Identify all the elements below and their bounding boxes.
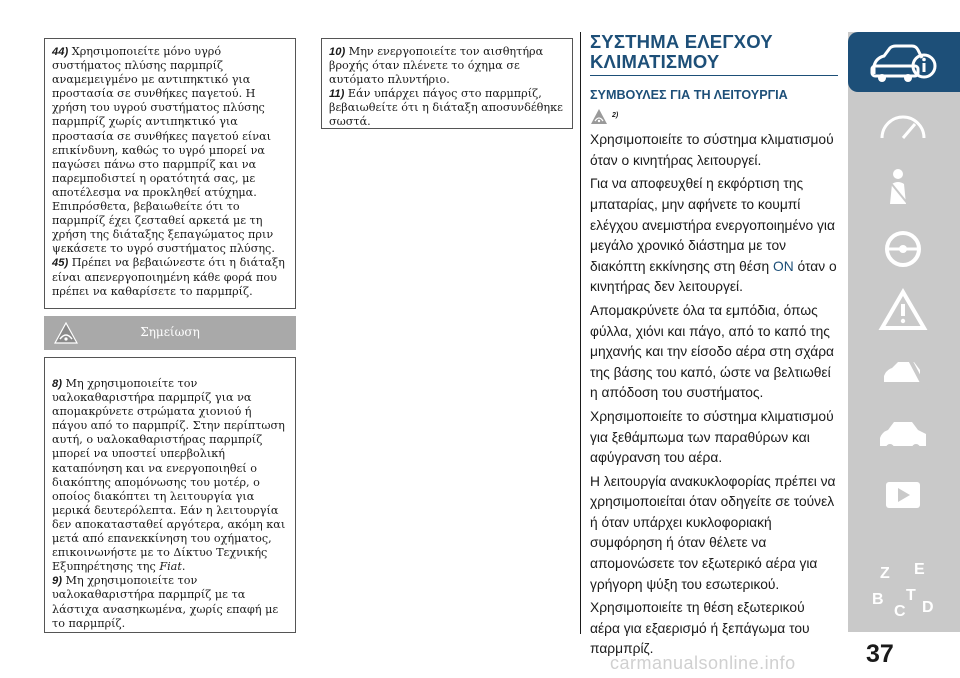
note-text: Εάν υπάρχει πάγος στο παρμπρίζ, βεβαιωθείτε ότι η διάταξη απoσυνδέθηκε σωστά. bbox=[329, 87, 563, 129]
tab-dashboard[interactable] bbox=[848, 94, 960, 154]
note-text: Μη χρησιμοποιείτε τον υαλοκαθαριστήρα παρμπρίζ για να απομακρύνετε στρώματα χιονιού ή πάγου από το παρμπρίζ. Στην περίπτωση αυτή, ο υαλοκαθαριστήρας παρμπρίζ μπορεί να υποστεί υπερβολική καταπόνηση και να ενεργοποιηθεί ο διακόπτης απομόνωσης του μοτέρ, ο οποίος διακόπτει τη λειτουργία για μερικά δευτερόλεπτα. Εάν η λειτουργία δεν αποκατασταθεί αργότερα, ακόμη και μετά από επανεκκίνηση του οχήματος, επικοινωνήστε με το Δίκτυο Τεχνικής Εξυπηρέτησης της bbox=[52, 377, 286, 574]
warning-ref-number: 2) bbox=[612, 112, 619, 120]
warning-45 bbox=[52, 256, 289, 298]
chapter-sidebar bbox=[848, 32, 960, 632]
paragraph: Η λειτουργία ανακυκλοφορίας πρέπει να χρησιμοποιείται όταν οδηγείτε σε τούνελ ή όταν υπάρχει κυκλοφοριακή συμφόρηση ή όταν θέλετε να απομονώσετε τον εξωτερικό αέρα για γρήγορη ψύξη του εσωτερικού. bbox=[590, 473, 836, 592]
tab-emergency[interactable] bbox=[848, 280, 960, 340]
title-rule bbox=[590, 75, 838, 76]
index-letter: Z bbox=[880, 565, 890, 582]
note-box bbox=[44, 357, 296, 633]
paragraph-text: όταν ο κινητήρας δεν λειτουργεί. bbox=[590, 258, 837, 295]
paragraph: Χρησιμοποιείτε το σύστημα κλιματισμού όταν ο κινητήρας λειτουργεί. bbox=[590, 132, 834, 168]
warning-10 bbox=[329, 45, 566, 87]
note-number: 45) bbox=[52, 257, 69, 270]
paragraph: Χρησιμοποιείτε το σύστημα κλιματισμού για ξεθάμπωμα των παραθύρων και αφύγρανση του αέρα. bbox=[590, 408, 834, 466]
note-number: 9) bbox=[52, 575, 62, 588]
warning-44 bbox=[52, 45, 289, 256]
index-letter: B bbox=[872, 591, 884, 608]
tab-index[interactable] bbox=[848, 552, 960, 632]
column-divider bbox=[580, 32, 581, 634]
section-subtitle: ΣΥΜΒΟΥΛΕΣ ΓΙΑ ΤΗ ΛΕΙΤΟΥΡΓΙΑ bbox=[590, 88, 788, 103]
index-letter: T bbox=[906, 587, 916, 604]
index-letter: C bbox=[894, 603, 906, 620]
index-letters-icon bbox=[868, 560, 938, 620]
note-title: Σημείωση bbox=[140, 325, 200, 339]
note-9 bbox=[52, 574, 289, 630]
page-number: 37 bbox=[866, 640, 894, 668]
paragraph-text: Για να αποφευχθεί η εκφόρτιση της μπαταρίας, μην αφήνετε το κουμπί ελέγχου ανεμιστήρα ενεργοποιημένο για μεγάλο χρονικό διάστημα με τον διακόπτη εκκίνησης στη θέση bbox=[590, 176, 835, 274]
section-title: ΣΥΣΤΗΜΑ ΕΛΕΓΧΟΥ ΚΛΙΜΑΤΙΣΜΟΥ bbox=[590, 31, 773, 72]
warning-triangle-icon bbox=[590, 108, 608, 125]
brand-name: Fiat bbox=[159, 560, 182, 574]
specs-car-icon bbox=[868, 412, 938, 458]
note-text: Πρέπει να βεβαιώνεστε ότι η διάταξη είναι απενεργοποιημένη κάθε φορά που πρέπει να καθαρίσετε το παρμπρίζ. bbox=[52, 256, 285, 298]
car-info-icon bbox=[868, 40, 938, 86]
warnings-box-col2 bbox=[321, 38, 573, 129]
note-text: Χρησιμοποιείτε μόνο υγρό συστήματος πλύσης παρμπρίζ αναμεμειγμένο με αντιπηκτικό για προστασία σε συνθήκες παγετού. Η χρήση του υγρού συστήματος πλύσης παρμπρίζ χωρίς αντιπηκτικό για προστασία σε συνθήκες παγετού είναι επικίνδυνη, καθώς το υγρό μπορεί να παγώσει πάνω στο παρμπρίζ και να παρεμποδιστεί η ορατότητά σας, με αποτέλεσμα να προκληθεί ατύχημα. Επιπρόσθετα, βεβαιωθείτε ότι το παρμπρίζ έχει ζεσταθεί αρκετά με τη χρήση της διάταξης ξεπαγώματος πριν ψεκάσετε το υγρό συστήματος πλύσης. bbox=[52, 45, 275, 256]
note-number: 11) bbox=[329, 88, 345, 101]
warnings-box-col1 bbox=[44, 38, 296, 309]
on-position-label: ON bbox=[773, 258, 794, 274]
tab-maintenance[interactable] bbox=[848, 342, 960, 402]
tab-car-info[interactable] bbox=[848, 32, 960, 92]
note-8 bbox=[52, 377, 289, 574]
tab-safety[interactable] bbox=[848, 156, 960, 216]
warning-triangle-icon bbox=[868, 288, 938, 334]
tab-specs[interactable] bbox=[848, 404, 960, 464]
paragraph bbox=[590, 174, 838, 298]
tab-multimedia[interactable] bbox=[848, 466, 960, 526]
paragraph: Απομακρύνετε όλα τα εμπόδια, όπως φύλλα, χιόνι και πάγο, από το καπό της μηχανής και την είσοδο αέρα στη σχάρα της βάσης του καπό, ώστε να βελτιωθεί η απόδοση του συστήματος. bbox=[590, 302, 835, 401]
note-number: 44) bbox=[52, 46, 69, 58]
watermark: carmanualsonline.info bbox=[610, 653, 796, 673]
note-text: Μη χρησιμοποιείτε τον υαλοκαθαριστήρα παρμπρίζ με τα λάστιχα ανασηκωμένα, χωρίς επαφή με το παρμπρίζ. bbox=[52, 574, 279, 630]
section-body bbox=[590, 130, 838, 660]
tab-driving[interactable] bbox=[848, 218, 960, 278]
dashboard-gauge-icon bbox=[868, 102, 938, 148]
note-number: 8) bbox=[52, 378, 62, 390]
index-letter: E bbox=[914, 561, 925, 578]
seatbelt-safety-icon bbox=[868, 164, 938, 210]
note-text-end: . bbox=[181, 560, 186, 574]
warning-reference bbox=[590, 108, 838, 126]
wrench-car-icon bbox=[868, 350, 938, 396]
note-text: Μην ενεργοποιείτε τον αισθητήρα βροχής όταν πλένετε το όχημα σε αυτόματο πλυντήριο. bbox=[329, 45, 544, 87]
index-letter: D bbox=[922, 599, 934, 616]
paragraph: Χρησιμοποιείτε τη θέση εξωτερικού αέρα για εξαερισμό ή ξεπάγωμα του παρμπρίζ. bbox=[590, 600, 810, 657]
note-header bbox=[44, 316, 296, 350]
warning-11 bbox=[329, 87, 566, 129]
multimedia-icon bbox=[868, 474, 938, 520]
climate-section bbox=[590, 32, 838, 663]
steering-wheel-icon bbox=[868, 226, 938, 272]
note-number: 10) bbox=[329, 46, 346, 58]
